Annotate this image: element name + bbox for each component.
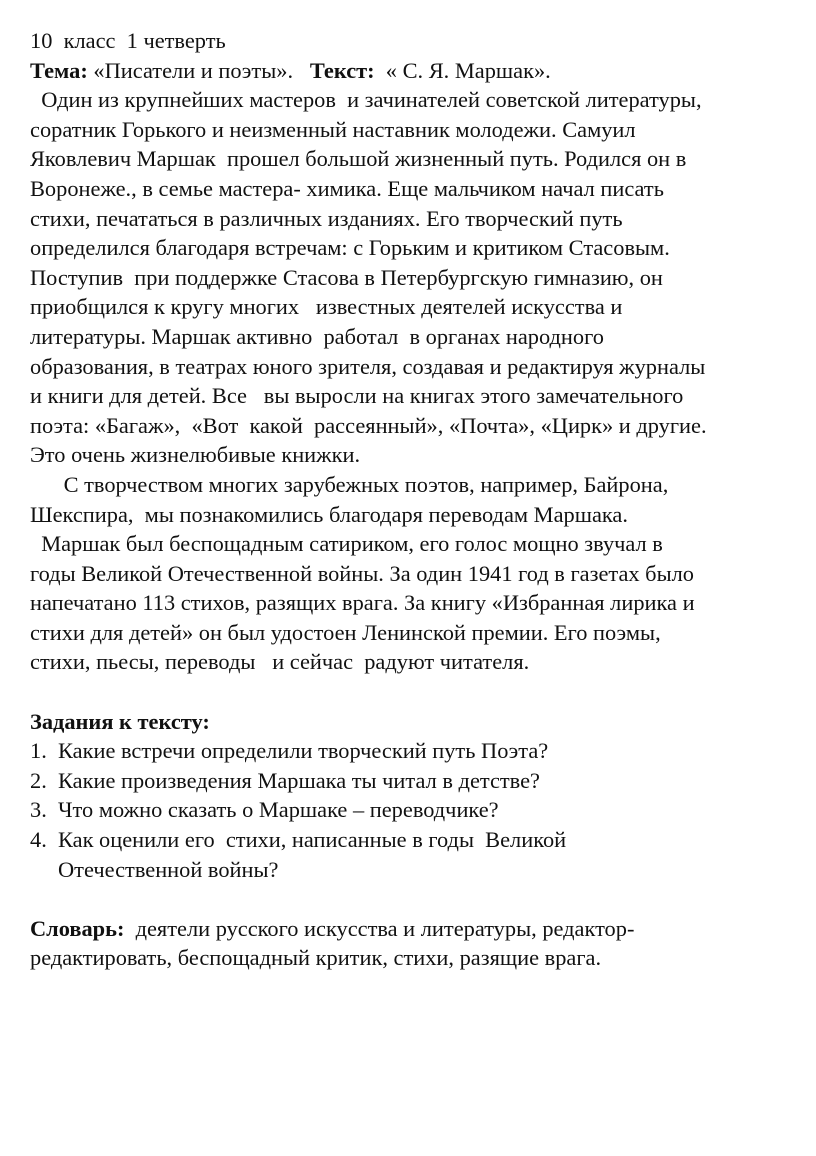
body-line: Яковлевич Маршак прошел большой жизненный путь. Родился он в [30,146,687,172]
task-text: Что можно сказать о Маршаке – переводчике? [58,797,499,823]
topic-value: «Писатели и поэты». [87,57,310,83]
body-line: стихи, печататься в различных изданиях. Его творческий путь [30,205,623,231]
vocabulary-section [30,914,816,973]
tasks-section [30,707,816,885]
task-text: Какие встречи определили творческий путь Поэта? [58,738,549,764]
body-line: соратник Горького и неизменный наставник молодежи. Самуил [30,116,636,142]
task-item [30,736,816,766]
body-line: Маршак был беспощадным сатириком, его голос мощно звучал в [30,531,663,557]
body-text [30,85,816,677]
task-number: 3. [30,797,47,823]
body-line: образования, в театрах юного зрителя, создавая и редактируя журналы [30,353,706,379]
body-line: Это очень жизнелюбивые книжки. [30,442,361,468]
vocabulary-line: редактировать, беспощадный критик, стихи, разящие врага. [30,945,602,971]
spacer [30,884,816,914]
body-line: литературы. Маршак активно работал в органах народного [30,323,604,349]
vocabulary-label: Словарь: [30,915,125,941]
body-line: напечатано 113 стихов, разящих врага. За книгу «Избранная лирика и [30,590,695,616]
body-line: и книги для детей. Все вы выросли на книгах этого замечательного [30,383,684,409]
task-text: Как оценили его стихи, написанные в годы Великой [58,827,567,853]
body-line: стихи для детей» он был удостоен Ленинской премии. Его поэмы, [30,619,661,645]
text-value: « С. Я. Маршак». [374,57,551,83]
task-item [30,825,816,855]
body-line: приобщился к кругу многих известных деятелей искусства и [30,294,623,320]
topic-label: Тема: [30,57,88,83]
task-item [30,766,816,796]
task-number: 2. [30,767,47,793]
task-number: 4. [30,827,47,853]
body-line: годы Великой Отечественной войны. За один 1941 год в газетах было [30,560,694,586]
task-text-continued: Отечественной войны? [58,856,279,882]
body-line: определился благодаря встречам: с Горьким и критиком Стасовым. [30,235,670,261]
body-line: поэта: «Багаж», «Вот какой рассеянный», «Почта», «Цирк» и другие. [30,412,707,438]
spacer [30,677,816,707]
body-line: Один из крупнейших мастеров и зачинателей советской литературы, [30,87,702,113]
body-line: стихи, пьесы, переводы и сейчас радуют читателя. [30,649,530,675]
vocabulary-line [30,914,816,944]
body-line: С творчеством многих зарубежных поэтов, например, Байрона, [30,471,669,497]
task-item [30,795,816,825]
body-line: Воронеже., в семье мастера- химика. Еще мальчиком начал писать [30,175,664,201]
task-number: 1. [30,738,47,764]
body-line: Шекспира, мы познакомились благодаря переводам Маршака. [30,501,628,527]
topic-line [30,56,816,86]
tasks-title: Задания к тексту: [30,708,210,734]
task-text: Какие произведения Маршака ты читал в детстве? [58,767,540,793]
grade-line: 10 класс 1 четверть [30,28,226,53]
text-label: Текст: [309,57,375,83]
vocabulary-text: деятели русского искусства и литературы, редактор- [124,915,635,941]
body-line: Поступив при поддержке Стасова в Петербургскую гимназию, он [30,264,663,290]
document-page [30,26,816,973]
